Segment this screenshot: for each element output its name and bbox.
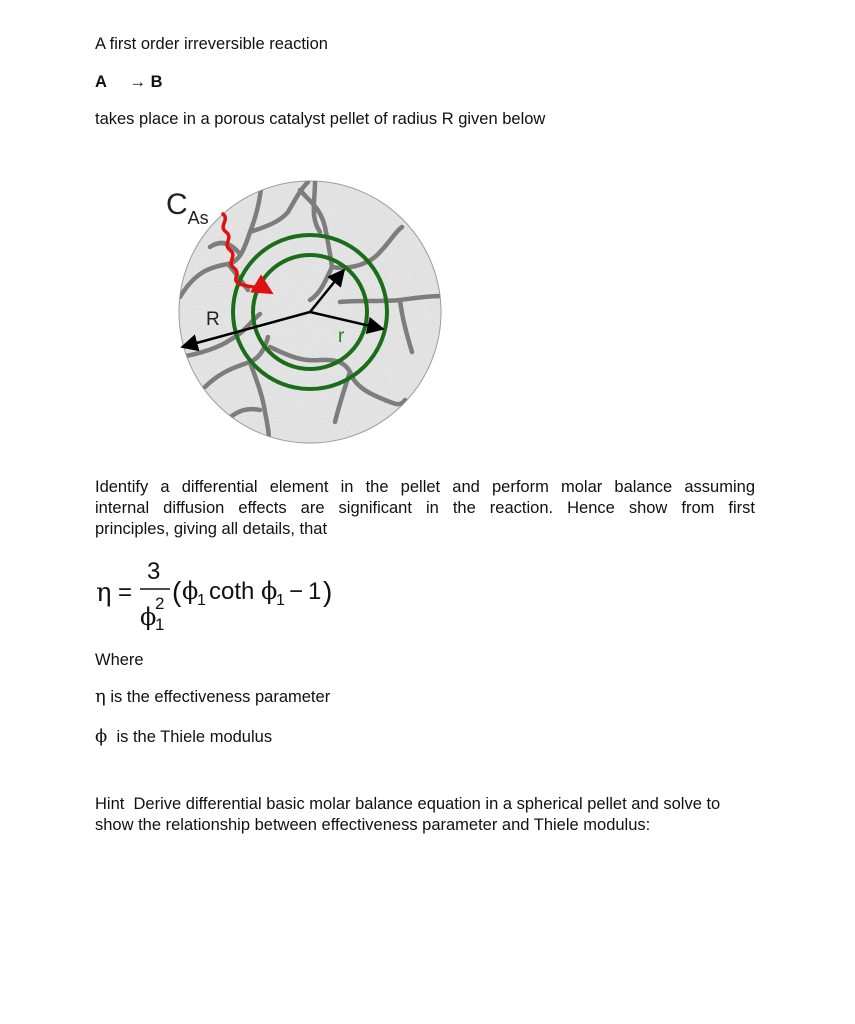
denominator-subscript: 1 (155, 615, 165, 634)
effectiveness-equation (94, 555, 354, 635)
outer-radius-label: R (206, 309, 220, 330)
product: B (150, 73, 163, 91)
problem-line-3: principles, giving all details, that (95, 520, 328, 538)
eta-def-symbol: η (95, 686, 106, 707)
phi-def-symbol: ϕ (95, 726, 108, 747)
catalyst-pellet-diagram (150, 172, 450, 452)
definition-phi (95, 726, 272, 748)
phi-1-subscript: 1 (197, 592, 206, 609)
open-paren: ( (172, 576, 182, 607)
numerator: 3 (147, 558, 161, 585)
hint-line-1: Hint Derive differential basic molar balance equation in a spherical pellet and solve to (95, 795, 721, 813)
pellet-description: takes place in a porous catalyst pellet of radius R given below (95, 110, 546, 128)
denominator-phi: ϕ (140, 603, 157, 631)
close-paren: ) (323, 576, 333, 607)
minus-sign: − (289, 578, 304, 605)
problem-line-2: internal diffusion effects are significant in the reaction. Hence show from first (95, 499, 755, 517)
shell-radius-label: r (338, 326, 345, 347)
phi-2: ϕ (261, 577, 278, 605)
intro-text: A first order irreversible reaction (95, 35, 328, 53)
problem-line-1: Identify a differential element in the pellet and perform molar balance assuming (95, 478, 755, 496)
phi-def-text: is the Thiele modulus (107, 728, 273, 746)
denominator-superscript: 2 (155, 594, 165, 613)
hint-line-2: show the relationship between effectiveness parameter and Thiele modulus: (95, 816, 651, 834)
reaction-equation (95, 72, 163, 93)
phi-2-subscript: 1 (276, 592, 285, 609)
eta-def-text: is the effectiveness parameter (105, 688, 331, 706)
phi-1: ϕ (182, 577, 199, 605)
one: 1 (308, 578, 322, 605)
reaction-arrow: → (129, 73, 146, 91)
eta-symbol: η (96, 578, 112, 608)
reactant: A (95, 73, 107, 91)
where-label: Where (95, 651, 144, 669)
definition-eta (95, 686, 330, 708)
surface-concentration-label: $C_{As}$ (166, 188, 209, 228)
coth-function: coth (209, 578, 255, 605)
equals-sign: = (118, 579, 133, 606)
